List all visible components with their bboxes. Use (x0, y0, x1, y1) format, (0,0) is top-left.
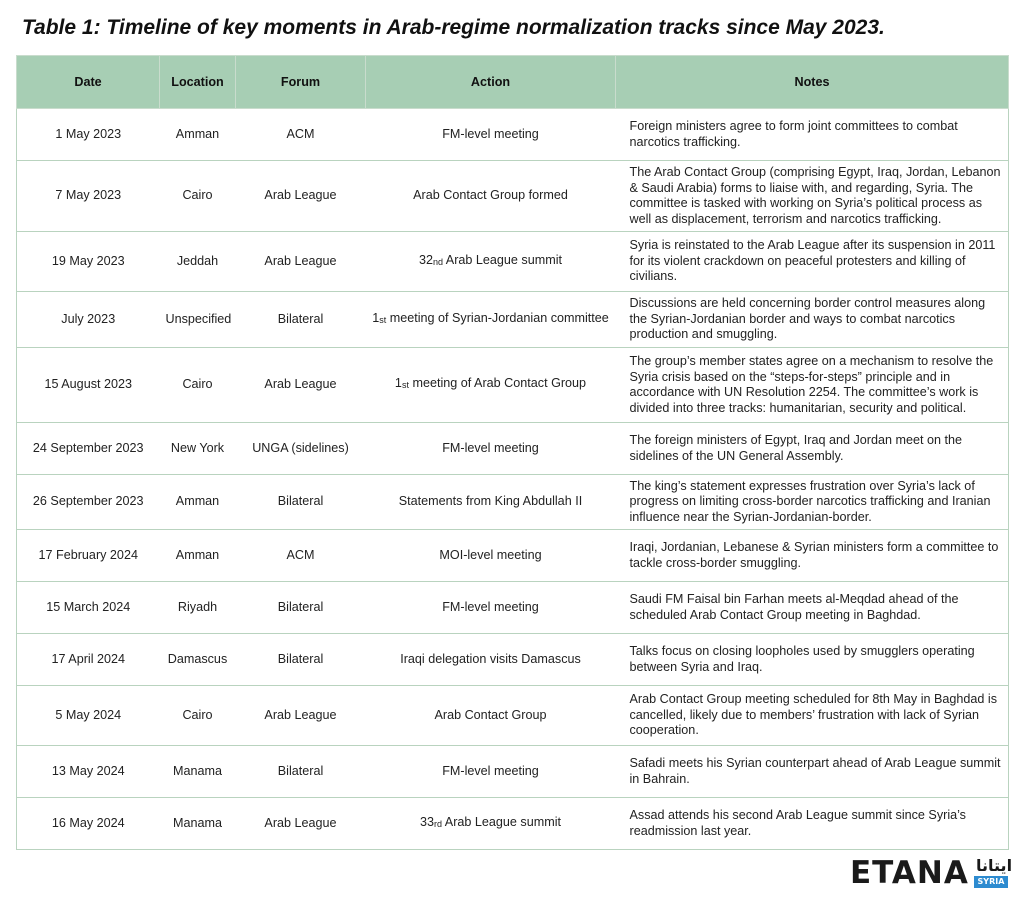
table-row (17, 530, 1009, 582)
action-text-rest: Arab League summit (443, 252, 563, 267)
cell-notes: Iraqi, Jordanian, Lebanese & Syrian ministers form a committee to tackle cross-border smuggling. (616, 530, 1009, 582)
table-row (17, 109, 1009, 161)
cell-location: Amman (160, 109, 236, 161)
action-text-rest: meeting of Syrian-Jordanian committee (386, 310, 609, 325)
timeline-table (16, 55, 1009, 850)
logo-wordmark: ETANA (850, 855, 969, 891)
action-ordinal-suffix: st (401, 380, 409, 391)
table-row (17, 423, 1009, 475)
cell-forum: ACM (236, 109, 366, 161)
cell-action (366, 475, 616, 530)
table-row (17, 161, 1009, 232)
cell-location: New York (160, 423, 236, 475)
cell-action (366, 348, 616, 423)
cell-location: Unspecified (160, 292, 236, 348)
header-action: Action (366, 56, 616, 109)
cell-date: 16 May 2024 (17, 798, 160, 850)
cell-notes: Saudi FM Faisal bin Farhan meets al-Meqdad ahead of the scheduled Arab Contact Group meeting in Baghdad. (616, 582, 1009, 634)
logo-arabic: ايتانا (976, 856, 1013, 875)
cell-action (366, 109, 616, 161)
cell-forum: Arab League (236, 798, 366, 850)
cell-location: Cairo (160, 161, 236, 232)
table-row (17, 292, 1009, 348)
header-notes: Notes (616, 56, 1009, 109)
cell-date: 17 February 2024 (17, 530, 160, 582)
cell-forum: Arab League (236, 348, 366, 423)
cell-action (366, 423, 616, 475)
action-text: 1 (394, 376, 402, 391)
header-date: Date (17, 56, 160, 109)
action-text: FM-level meeting (442, 440, 539, 455)
table-row (17, 634, 1009, 686)
table-row (17, 746, 1009, 798)
cell-action (366, 582, 616, 634)
cell-action (366, 161, 616, 232)
cell-action (366, 746, 616, 798)
cell-notes: Foreign ministers agree to form joint committees to combat narcotics trafficking. (616, 109, 1009, 161)
cell-location: Cairo (160, 686, 236, 746)
cell-notes: The foreign ministers of Egypt, Iraq and Jordan meet on the sidelines of the UN General Assembly. (616, 423, 1009, 475)
cell-forum: Arab League (236, 232, 366, 292)
cell-forum: Bilateral (236, 634, 366, 686)
cell-date: 15 March 2024 (17, 582, 160, 634)
cell-notes: The king’s statement expresses frustration over Syria’s lack of progress on limiting cross-border narcotics trafficking and Iranian influence near the Syrian-Jordanian-border. (616, 475, 1009, 530)
cell-date: 15 August 2023 (17, 348, 160, 423)
cell-date: 13 May 2024 (17, 746, 160, 798)
cell-location: Manama (160, 798, 236, 850)
cell-location: Riyadh (160, 582, 236, 634)
cell-date: 1 May 2023 (17, 109, 160, 161)
action-text: FM-level meeting (442, 763, 539, 778)
table-row (17, 798, 1009, 850)
action-text: Statements from King Abdullah II (398, 494, 583, 509)
cell-location: Cairo (160, 348, 236, 423)
cell-action (366, 634, 616, 686)
logo-syria-badge: SYRIA (974, 876, 1008, 888)
cell-notes: Talks focus on closing loopholes used by smugglers operating between Syria and Iraq. (616, 634, 1009, 686)
cell-date: 5 May 2024 (17, 686, 160, 746)
action-text: 33 (419, 814, 434, 829)
cell-forum: Arab League (236, 161, 366, 232)
action-text-rest: Arab League summit (442, 814, 562, 829)
action-text: Arab Contact Group formed (413, 188, 568, 203)
cell-notes: Assad attends his second Arab League summit since Syria’s readmission last year. (616, 798, 1009, 850)
cell-notes: Arab Contact Group meeting scheduled for 8th May in Baghdad is cancelled, likely due to members’ frustration with lack of Syrian cooperation. (616, 686, 1009, 746)
cell-action (366, 798, 616, 850)
table-row (17, 582, 1009, 634)
cell-forum: Bilateral (236, 746, 366, 798)
header-forum: Forum (236, 56, 366, 109)
table-row (17, 686, 1009, 746)
cell-action (366, 292, 616, 348)
action-text: 32 (418, 252, 433, 267)
action-text: FM-level meeting (442, 599, 539, 614)
cell-forum: Bilateral (236, 582, 366, 634)
cell-date: July 2023 (17, 292, 160, 348)
cell-notes: Syria is reinstated to the Arab League after its suspension in 2011 for its violent crackdown on peaceful protesters and killing of civilians. (616, 232, 1009, 292)
cell-forum: Arab League (236, 686, 366, 746)
action-ordinal-suffix: nd (432, 256, 443, 267)
cell-date: 26 September 2023 (17, 475, 160, 530)
cell-forum: UNGA (sidelines) (236, 423, 366, 475)
etana-logo (850, 855, 1013, 891)
header-location: Location (160, 56, 236, 109)
cell-notes: The Arab Contact Group (comprising Egypt, Iraq, Jordan, Lebanon & Saudi Arabia) forms to liaise with, and regarding, Syria. The committee is tasked with working on Syria’s political process as well as displacement, terrorism and narcotics trafficking. (616, 161, 1009, 232)
table-row (17, 348, 1009, 423)
action-ordinal-suffix: st (379, 314, 387, 325)
cell-forum: Bilateral (236, 475, 366, 530)
table-header-row (17, 56, 1009, 109)
action-text: Arab Contact Group (434, 707, 547, 722)
cell-location: Jeddah (160, 232, 236, 292)
cell-date: 19 May 2023 (17, 232, 160, 292)
cell-notes: The group’s member states agree on a mechanism to resolve the Syria crisis based on the “steps-for-steps” principle and in accordance with UN Resolution 2254. The committee’s work is divided into three tracks: humanitarian, security and political. (616, 348, 1009, 423)
cell-date: 17 April 2024 (17, 634, 160, 686)
action-text: 1 (372, 310, 380, 325)
cell-date: 24 September 2023 (17, 423, 160, 475)
cell-notes: Safadi meets his Syrian counterpart ahead of Arab League summit in Bahrain. (616, 746, 1009, 798)
cell-location: Amman (160, 475, 236, 530)
table-row (17, 232, 1009, 292)
cell-location: Amman (160, 530, 236, 582)
cell-action (366, 530, 616, 582)
cell-action (366, 232, 616, 292)
table-row (17, 475, 1009, 530)
action-text-rest: meeting of Arab Contact Group (408, 376, 587, 391)
action-text: FM-level meeting (442, 126, 539, 141)
cell-location: Damascus (160, 634, 236, 686)
cell-forum: Bilateral (236, 292, 366, 348)
cell-date: 7 May 2023 (17, 161, 160, 232)
action-ordinal-suffix: rd (433, 818, 442, 829)
action-text: Iraqi delegation visits Damascus (400, 651, 581, 666)
cell-action (366, 686, 616, 746)
cell-notes: Discussions are held concerning border control measures along the Syrian-Jordanian border and ways to combat narcotics production and smuggling. (616, 292, 1009, 348)
table-title: Table 1: Timeline of key moments in Arab-regime normalization tracks since May 2023. (22, 16, 885, 39)
cell-forum: ACM (236, 530, 366, 582)
action-text: MOI-level meeting (439, 547, 542, 562)
cell-location: Manama (160, 746, 236, 798)
